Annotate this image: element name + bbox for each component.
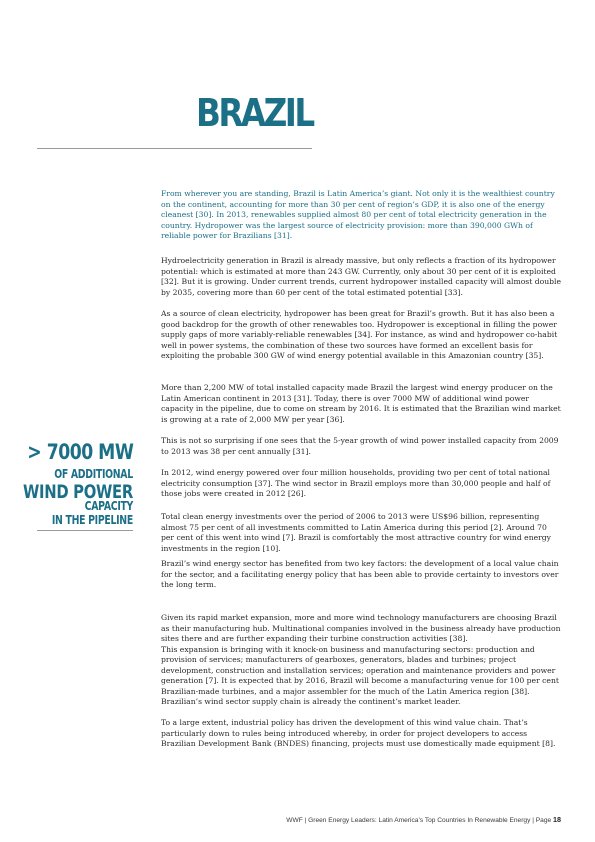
body-paragraph: As a source of clean electricity, hydropower has been great for Brazil’s growth. But it has also been a good backdrop for the growth of other renewables too. Hydropower is exceptional in filling the power supply gaps of more variably-reliable renewables [34]. For instance, as wind and hydropower co-habit well in power systems, the combination of these two sources have formed an excellent basis for exploiting the probable 300 GW of wind energy potential available in this Amazonian country [35]. — [161, 309, 558, 360]
callout-line-4: IN THE PIPELINE — [51, 513, 133, 527]
intro-paragraph-block — [161, 189, 561, 242]
body-paragraph: To a large extent, industrial policy has driven the development of this wind value chain. That’s particularly down to rules being introduced whereby, in order for project developers to access Brazilian Development Bank (BNDES) financing, projects must use domestically made equipment [8]. — [161, 718, 556, 748]
page-title: BRAZIL — [196, 91, 313, 135]
body-paragraph: More than 2,200 MW of total installed capacity made Brazil the largest wind energy producer on the Latin American continent in 2013 [31]. Today, there is over 7000 MW of additional wind power capacity in the pipeline, due to come on stream by 2016. It is estimated that the Brazilian wind market is growing at a rate of 2,000 MW per year [36]. — [161, 383, 561, 424]
paragraph-block — [161, 383, 561, 425]
paragraph-block — [161, 436, 561, 457]
paragraph-block — [161, 256, 561, 298]
body-paragraph: In 2012, wind energy powered over four million households, providing two per cent of total national electricity consumption [37]. The wind sector in Brazil employs more than 30,000 people and half of those jobs were created in 2012 [26]. — [161, 468, 551, 498]
callout-line-2: WIND POWER — [23, 481, 133, 503]
body-paragraph: Given its rapid market expansion, more and more wind technology manufacturers are choosing Brazil as their manufacturing hub. Multinational companies involved in the business already have production sites there and are further expanding their turbine construction activities [38]. — [161, 613, 561, 643]
footer-text: WWF | Green Energy Leaders: Latin America’s Top Countries In Renewable Energy | Page — [286, 817, 553, 824]
callout-line-1: OF ADDITIONAL — [54, 467, 133, 481]
callout-line-3: CAPACITY — [84, 499, 133, 513]
intro-paragraph: From wherever you are standing, Brazil is Latin America’s giant. Not only it is the wealthiest country on the continent, accounting for more than 30 per cent of region’s GDP, it is also one of the energy cleanest [30]. In 2013, renewables supplied almost 80 per cent of total electricity generation in the country. Hydropower was the largest source of electricity provision: more than 390,000 GWh of reliable power for Brazilians [31]. — [161, 189, 555, 240]
body-paragraph: Total clean energy investments over the period of 2006 to 2013 were US$96 billion, representing almost 75 per cent of all investments committed to Latin America during this period [2]. Around 70 per cent of this went into wind [7]. Brazil is comfortably the most attractive country for wind energy investments in the region [10]. — [161, 512, 551, 553]
body-paragraph: Hydroelectricity generation in Brazil is already massive, but only reflects a fraction of its hydropower potential: which is estimated at more than 243 GW. Currently, only about 30 per cent of it is exploited [32]. But it is growing. Under current trends, current hydropower installed capacity will almost double by 2035, covering more than 60 per cent of the total estimated potential [33]. — [161, 256, 561, 297]
body-paragraph: This is not so surprising if one sees that the 5-year growth of wind power installed capacity from 2009 to 2013 was 38 per cent annually [31]. — [161, 436, 559, 456]
page-number: 18 — [553, 815, 561, 824]
paragraph-block — [161, 613, 561, 708]
paragraph-block — [161, 512, 561, 554]
callout-figure: > 7000 MW — [26, 440, 133, 464]
paragraph-block — [161, 718, 561, 750]
callout-divider — [37, 530, 133, 531]
page-footer — [286, 815, 561, 824]
paragraph-block — [161, 309, 561, 362]
title-divider — [37, 148, 312, 149]
body-paragraph: Brazil’s wind energy sector has benefited from two key factors: the development of a local value chain for the sector, and a facilitating energy policy that has been able to provide certainty to investors over the long term. — [161, 559, 559, 589]
paragraph-block — [161, 559, 561, 591]
paragraph-block — [161, 468, 561, 500]
body-paragraph: This expansion is bringing with it knock-on business and manufacturing sectors: production and provision of services; manufacturers of gearboxes, generators, blades and turbines; project development, construction and installation services; operation and maintenance providers and power generation [7]. It is expected that by 2016, Brazil will become a manufacturing venue for 100 per cent Brazilian-made turbines, and a major assembler for the much of the Latin America region [38]. Brazilian’s wind sector supply chain is already the continent’s market leader. — [161, 644, 559, 706]
